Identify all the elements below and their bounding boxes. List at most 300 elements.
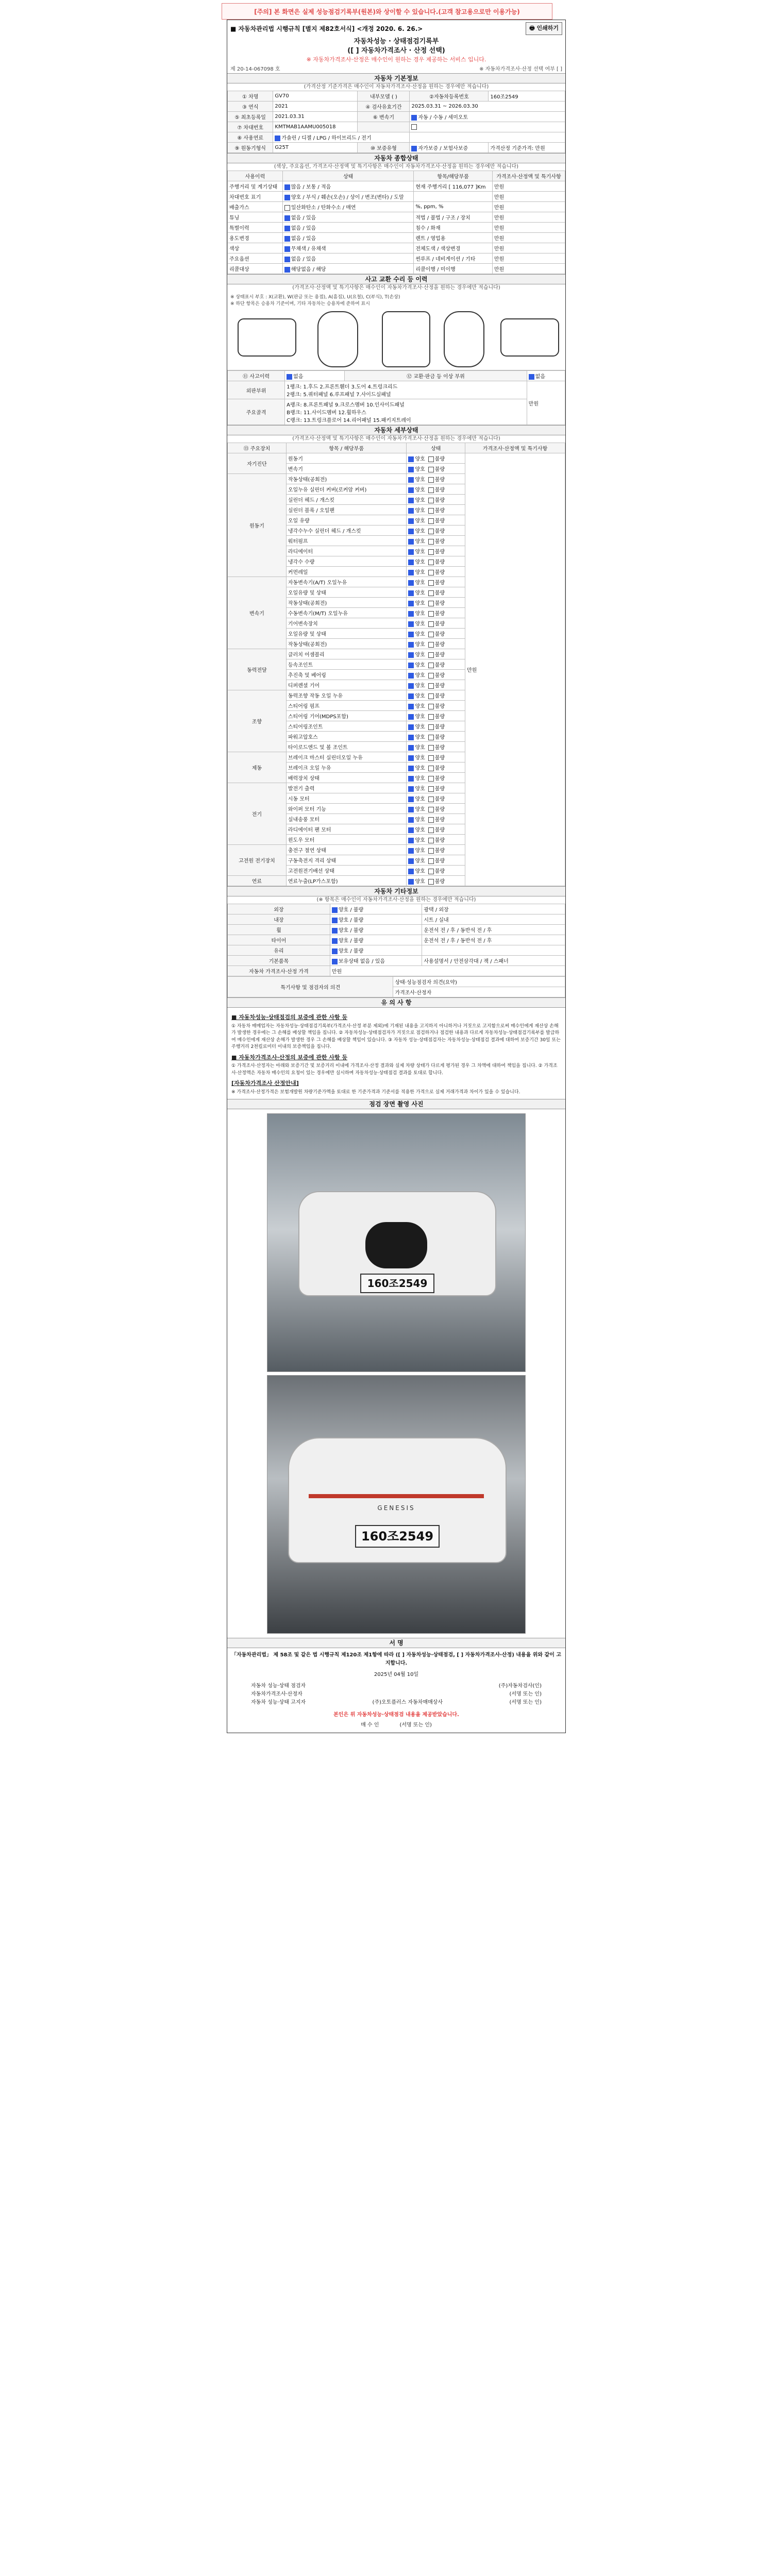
table-row [228,112,565,122]
tail-light-icon [309,1494,484,1498]
checkbox-icon [332,938,338,944]
checkbox-icon [428,683,434,689]
table-row [228,925,565,935]
cell: 가격조사·산정자 [393,987,565,997]
cell: 리콜대상 [228,264,283,274]
state-bad: 불량 [434,848,445,854]
cell [282,264,413,274]
detail-group-label: 변속기 [228,577,287,649]
detail-state [407,598,465,608]
detail-state [407,608,465,618]
cell [330,945,422,956]
table-row [228,132,565,143]
checkbox-icon [428,796,434,802]
cell: 만원 [330,966,565,976]
sign-value: (서명 또는 인) [509,1691,542,1698]
state-bad: 불량 [434,869,445,875]
checkbox-icon [408,766,414,771]
state-ok: 양호 [415,663,425,669]
form-header-line [227,20,565,37]
car-top-rear-icon [444,311,484,367]
detail-item: 디퍼렌셜 기어 [286,680,407,690]
receiver-label: 매 수 인 [361,1722,379,1728]
sign-label: 자동차가격조사·산정자 [251,1691,303,1698]
state-bad: 불량 [434,632,445,638]
legend-line-1: ※ 상태표시 부호 : X(교환), W(판금 또는 용접), A(흠집), U(요철), C(부식), T(손상) [230,295,400,300]
cell: 튜닝 [228,212,283,223]
state-ok: 양호 [415,549,425,555]
cell [285,371,345,381]
table-row [228,977,565,987]
cell: 썬루프 / 네비게이션 / 기타 [414,253,493,264]
cell: 160조2549 [489,91,565,101]
state-ok: 양호 [415,508,425,514]
rear-badge: GENESIS [377,1504,415,1512]
front-plate: 160조2549 [360,1274,434,1293]
cell: 만원 [492,223,565,233]
table-row [228,243,565,253]
detail-state [407,515,465,526]
detail-state [407,804,465,814]
state-ok: 양호 [415,673,425,679]
cell: 적법 / 불법 / 구조 / 장치 [414,212,493,223]
state-bad: 불량 [434,467,445,473]
car-side-left-icon [238,318,296,357]
checkbox-icon [332,948,338,954]
checkbox-icon [428,642,434,648]
state-bad: 불량 [434,858,445,865]
detail-item: 기어변속장치 [286,618,407,629]
state-ok: 양호 [415,590,425,597]
checkbox-icon [428,601,434,606]
detail-item: 발전기 출력 [286,783,407,793]
notes-header: 유 의 사 항 [227,997,565,1008]
car-diagram [227,308,565,370]
cell-text: 양호 / 불량 [338,928,364,934]
detail-price: 만원 [465,453,565,886]
state-ok: 양호 [415,529,425,535]
checkbox-icon [408,673,414,679]
checkbox-icon [284,184,290,190]
state-bad: 불량 [434,642,445,648]
cell: 광택 / 외장 [422,904,565,914]
detail-state [407,732,465,742]
column-header: 상태 [282,171,413,181]
sign-line-1 [230,1682,562,1690]
column-header: 항목/해당부품 [414,171,493,181]
checkbox-icon [529,374,534,380]
cell: 렌트 / 영업용 [414,233,493,243]
table-row [228,122,565,132]
checkbox-icon [408,776,414,782]
cell: 만원 [492,233,565,243]
state-bad: 불량 [434,477,445,483]
cell: ⑤ 최초등록일 [228,112,273,122]
checkbox-icon [408,590,414,596]
frame-rank-c: C랭크: 13.트렁크플로어 14.리어패널 15.패키지트레이 [287,418,411,424]
table-row [228,399,565,425]
checkbox-icon [428,766,434,771]
state-ok: 양호 [415,642,425,648]
state-bad: 불량 [434,817,445,823]
cell: ④ 검사유효기간 [358,101,410,112]
checkbox-icon [428,487,434,493]
cell: 특기사항 및 점검자의 의견 [228,977,393,997]
table-row [228,966,565,976]
form-reference: ■ 자동차관리법 시행규칙 [별지 제82호서식] <개정 2020. 6. 26.> [230,25,423,32]
checkbox-icon [408,518,414,524]
checkbox-icon [408,817,414,823]
checkbox-icon [428,663,434,668]
table-row [228,914,565,925]
table-row [228,956,565,966]
table-header-row [228,443,565,453]
checkbox-icon [408,642,414,648]
signature-header: 서 명 [227,1638,565,1648]
detail-item: 타이로드엔드 및 볼 조인트 [286,742,407,752]
basic-info-table [227,91,565,153]
state-ok: 양호 [415,570,425,576]
checkbox-icon [408,621,414,627]
detail-item: 구동축전지 격리 상태 [286,855,407,866]
cell [282,233,413,243]
cell-text: 양호 / 불량 [338,938,364,944]
cell: 유리 [228,945,330,956]
etc-info-note: (※ 항목은 매수인이 자동차가격조사·산정을 원하는 경우에만 적습니다) [316,897,476,903]
cell: 침수 / 화재 [414,223,493,233]
cell: G25T [273,143,358,153]
column-header: 사용이력 [228,171,283,181]
state-ok: 양호 [415,807,425,813]
state-ok: 양호 [415,827,425,834]
cell-text: 없음 [293,374,304,380]
cell: 내장 [228,914,330,925]
state-ok: 양호 [415,693,425,700]
basic-info-note: (가격산정 기준가격은 매수인이 자동차가격조사·산정을 원하는 경우에만 적습니다) [304,84,489,90]
detail-item: 냉각수 수량 [286,556,407,567]
state-bad: 불량 [434,745,445,751]
checkbox-icon [284,195,290,200]
state-bad: 불량 [434,529,445,535]
state-bad: 불량 [434,786,445,792]
cell: 만원 [492,253,565,264]
detail-state [407,567,465,577]
checkbox-icon [428,869,434,874]
detail-state [407,855,465,866]
cell-text: 해당없음 / 해당 [291,267,326,273]
state-ok: 양호 [415,704,425,710]
checkbox-icon [428,539,434,545]
detail-state [407,866,465,876]
title-line-1: 자동차성능 · 상태점검기록부 [354,38,439,45]
checkbox-icon [284,205,290,211]
checkbox-icon [408,539,414,545]
cell [422,945,565,956]
cell [285,381,527,399]
cell: 차대번호 표기 [228,192,283,202]
state-bad: 불량 [434,879,445,885]
cell: 만원 [492,202,565,212]
etc-info-table [227,904,565,976]
document-subtitle: ※ 자동차가격조사·산정은 매수인이 원하는 경우 제공하는 서비스 입니다. [306,56,486,63]
checkbox-icon [284,236,290,242]
state-bad: 불량 [434,611,445,617]
checkbox-icon [428,693,434,699]
cell: ① 차명 [228,91,273,101]
cell: 특별이력 [228,223,283,233]
checkbox-icon [428,570,434,575]
date: 2025년 04월 10일 [374,1672,419,1678]
column-header: ⑬ 주요장치 [228,443,287,453]
detail-item: 윈도우 모터 [286,835,407,845]
detail-state [407,876,465,886]
detail-state [407,783,465,793]
cell: 주요옵션 [228,253,283,264]
checkbox-icon [408,529,414,534]
reference-note: ※ 자동차가격조사·산정 선택 여부 [ ] [479,66,562,73]
detail-state [407,670,465,680]
overall-status-note: (색상, 주요옵션, 가격조사·산정액 및 특기사항은 매수인이 자동차가격조사·산정을 원하는 경우에만 적습니다) [274,164,519,170]
cell: ③ 연식 [228,101,273,112]
detail-state [407,464,465,474]
state-bad: 불량 [434,487,445,494]
reference-number: 제 20-14-067098 호 [230,66,280,73]
checkbox-icon [411,124,417,130]
state-ok: 양호 [415,817,425,823]
detail-group-label: 고전원 전기장치 [228,845,287,876]
state-bad: 불량 [434,518,445,524]
detail-state [407,536,465,546]
detail-item: 냉각수누수 실린더 헤드 / 개스킷 [286,526,407,536]
grille-icon [365,1222,427,1268]
checkbox-icon [408,456,414,462]
cell: ②자동차등록번호 [410,91,489,101]
photos-header: 점검 장면 촬영 사진 [227,1099,565,1109]
cell: 배출가스 [228,202,283,212]
checkbox-icon [408,704,414,709]
detail-state [407,793,465,804]
checkbox-icon [408,807,414,812]
detail-item: 수동변속기(M/T) 오일누유 [286,608,407,618]
detail-item: 작동상태(공회전) [286,474,407,484]
cell: 전체도색 / 색상변경 [414,243,493,253]
cell [358,122,410,132]
detail-item: 오일 유량 [286,515,407,526]
cell: ⑧ 사용연료 [228,132,273,143]
detail-status-table [227,443,565,886]
checkbox-icon [408,858,414,864]
detail-state [407,742,465,752]
print-button-label: 인쇄하기 [536,25,559,31]
state-ok: 양호 [415,776,425,782]
state-ok: 양호 [415,786,425,792]
cell: 색상 [228,243,283,253]
cell: 운전석 전 / 후 / 동반석 전 / 후 [422,925,565,935]
state-bad: 불량 [434,590,445,597]
checkbox-icon [428,652,434,658]
damage-history-header: 사고 교환 수리 등 이력 [227,274,565,284]
detail-state [407,505,465,515]
cell: KMTMAB1AAMU005018 [273,122,358,132]
state-ok: 양호 [415,580,425,586]
table-row [228,181,565,192]
damage-legend [227,292,565,308]
detail-item: 연료누출(LP가스포함) [286,876,407,886]
frame-rank-b: B랭크: 11.사이드멤버 12.휠하우스 [287,410,366,416]
detail-item: 브레이크 오일 누유 [286,762,407,773]
checkbox-icon [428,714,434,720]
checkbox-icon [428,879,434,885]
state-bad: 불량 [434,601,445,607]
state-bad: 불량 [434,755,445,761]
cell: 타이어 [228,935,330,945]
detail-status-header: 자동차 세부상태 [227,425,565,435]
cell: 현재 주행거리 [ 116,077 ]Km [414,181,493,192]
state-ok: 양호 [415,879,425,885]
cell [410,132,565,143]
state-bad: 불량 [434,827,445,834]
checkbox-icon [428,590,434,596]
receiver-line [230,1721,562,1730]
checkbox-icon [408,827,414,833]
ref-row [227,63,565,73]
checkbox-icon [428,745,434,751]
checkbox-icon [408,683,414,689]
checkbox-icon [408,487,414,493]
checkbox-icon [332,918,338,923]
checkbox-icon [332,907,338,913]
state-ok: 양호 [415,477,425,483]
cell [410,112,565,122]
etc-info-header: 자동차 기타정보 [227,886,565,896]
statement: 「자동차관리법」 제 58조 및 같은 법 시행규칙 제120조 제1항에 따라 ([ ] 자동차성능·상태점검, [ ] 자동차가격조사·산정) 내용을 위와 같이 고지합니다. [231,1652,562,1667]
rear-plate: 160조2549 [355,1525,440,1548]
overall-status-header: 자동차 종합상태 [227,153,565,163]
panel-rank-2: 2랭크: 5.쿼터패널 6.루프패널 7.사이드실패널 [287,392,391,398]
state-bad: 불량 [434,776,445,782]
detail-state [407,649,465,659]
detail-state [407,752,465,762]
table-row [228,904,565,914]
state-ok: 양호 [415,632,425,638]
checkbox-icon [408,570,414,575]
detail-item: 추진축 및 베어링 [286,670,407,680]
detail-status-note: (가격조사·산정액 및 특기사항은 매수인이 자동차가격조사·산정을 원하는 경우에만 적습니다) [292,436,500,442]
cell: ⑫ 교환·판금 등 이상 부위 [345,371,527,381]
detail-item: 파워고압호스 [286,732,407,742]
state-bad: 불량 [434,704,445,710]
cell: 사용설명서 / 안전삼각대 / 잭 / 스패너 [422,956,565,966]
cell [282,192,413,202]
detail-state [407,577,465,587]
cell-text: 자가보증 / 보험사보증 [418,146,468,152]
column-header: 항목 / 해당부품 [286,443,407,453]
checkbox-icon [428,529,434,534]
detail-state [407,711,465,721]
detail-group-label: 전기 [228,783,287,845]
print-button[interactable]: 🖶 인쇄하기 [526,22,562,35]
state-ok: 양호 [415,858,425,865]
column-header: 상태 [407,443,465,453]
checkbox-icon [408,724,414,730]
cell-text: 양호 / 부식 / 훼손(오손) / 상이 / 변조(변타) / 도말 [291,195,404,201]
detail-state [407,546,465,556]
cell: 자동차 가격조사·산정 가격 [228,966,330,976]
state-ok: 양호 [415,560,425,566]
top-notice-banner [222,3,552,20]
checkbox-icon [284,215,290,221]
detail-item: 작동상태(공회전) [286,598,407,608]
state-ok: 양호 [415,745,425,751]
state-bad: 불량 [434,498,445,504]
cell-text: 보유상태 없음 / 있음 [338,959,385,965]
checkbox-icon [284,257,290,262]
checkbox-icon [408,498,414,503]
state-bad: 불량 [434,456,445,463]
state-ok: 양호 [415,518,425,524]
overall-status-table [227,171,565,274]
checkbox-icon [428,611,434,617]
cell: 만원 [492,243,565,253]
state-ok: 양호 [415,611,425,617]
state-bad: 불량 [434,683,445,689]
checkbox-icon [428,735,434,740]
notice-text: [주의] 본 화면은 실제 성능점검기록부(원본)와 상이할 수 있습니다.(고객 참고용으로만 이용가능) [254,8,520,15]
checkbox-icon [428,673,434,679]
checkbox-icon [428,807,434,812]
checkbox-icon [428,838,434,843]
checkbox-icon [275,135,280,141]
cell: 기본품목 [228,956,330,966]
detail-state [407,526,465,536]
cell [414,192,493,202]
state-bad: 불량 [434,838,445,844]
state-ok: 양호 [415,766,425,772]
detail-state [407,474,465,484]
cell: 주요골격 [228,399,285,425]
cell: 상태·성능점검자 의견(요약) [393,977,565,987]
state-bad: 불량 [434,560,445,566]
detail-group-label: 제동 [228,752,287,783]
table-row [228,212,565,223]
checkbox-icon [284,226,290,231]
checkbox-icon [428,776,434,782]
cell-text: 없음 / 있음 [291,257,316,263]
notes-part-2-text: ① 가격조사·산정자는 아래와 보증기간 및 보증거리 이내에 가격조사·산정 결과와 실제 차량 상태가 다르게 평가된 경우 그 차액에 대하여 책임을 집니다. ② 가격조사·산정액은 자동차 매수인의 요청이 있는 경우에만 실시하며 자동차성능·상태점검 결과를 토대로 합니다. [231,1063,558,1076]
cell [330,914,422,925]
state-ok: 양호 [415,456,425,463]
detail-state [407,453,465,464]
legend-line-2: ※ 하단 항목은 승용차 기준이며, 기타 자동차는 승용차에 준하여 표시 [230,301,370,307]
checkbox-icon [428,704,434,709]
checkbox-icon [408,714,414,720]
state-ok: 양호 [415,838,425,844]
state-bad: 불량 [434,508,445,514]
state-bad: 불량 [434,570,445,576]
checkbox-icon [428,858,434,864]
checkbox-icon [428,508,434,514]
table-row [228,945,565,956]
cell: ⑥ 변속기 [358,112,410,122]
checkbox-icon [428,456,434,462]
sign-label: 자동차 성능·상태 점검자 [251,1683,306,1689]
cell [282,212,413,223]
checkbox-icon [428,580,434,586]
notes-part-2-title: ■ 자동차가격조사·산정의 보증에 관한 사항 등 [231,1054,347,1061]
state-bad: 불량 [434,735,445,741]
checkbox-icon [428,848,434,854]
basic-info-header: 자동차 기본정보 [227,73,565,83]
